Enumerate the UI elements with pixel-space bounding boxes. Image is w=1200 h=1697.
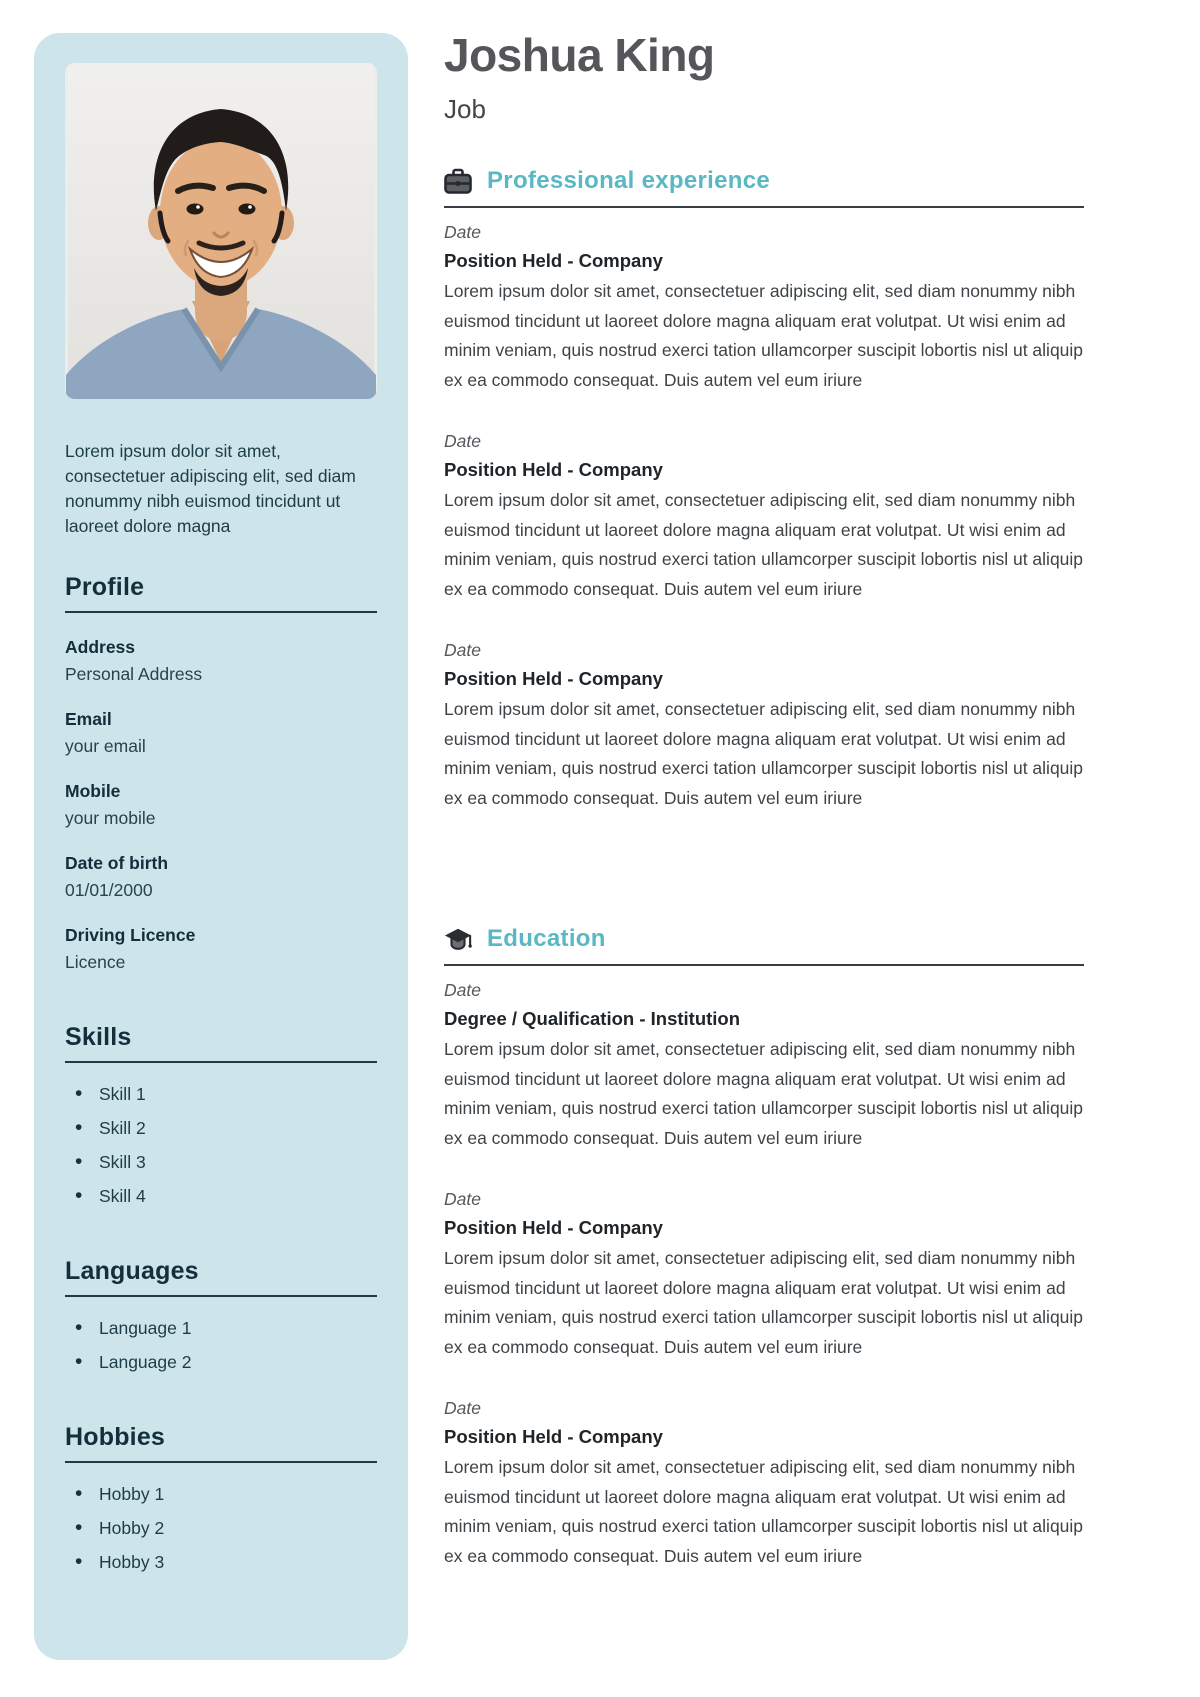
languages-list	[65, 1318, 377, 1373]
hobbies-section	[65, 1423, 377, 1573]
languages-section-title: Languages	[65, 1257, 199, 1285]
skills-section-title: Skills	[65, 1023, 132, 1051]
field-label: Driving Licence	[65, 925, 196, 945]
education-section	[444, 925, 1084, 1571]
sidebar	[34, 33, 408, 1660]
profile-field-email	[65, 709, 377, 757]
skills-list	[65, 1084, 377, 1207]
list-item: • Skill 1	[75, 1084, 377, 1105]
entry-title: Position Held - Company	[444, 1217, 663, 1238]
field-label: Date of birth	[65, 853, 169, 873]
experience-section-title: Professional experience	[487, 167, 771, 194]
languages-section	[65, 1257, 377, 1373]
field-value: Licence	[65, 952, 126, 972]
list-item: • Hobby 3	[75, 1552, 377, 1573]
profile-field-date-of-birth	[65, 853, 377, 901]
entry-title: Position Held - Company	[444, 1426, 663, 1447]
profile-field-address	[65, 637, 377, 685]
experience-entry	[444, 431, 1084, 604]
field-value: your mobile	[65, 808, 156, 828]
field-value: 01/01/2000	[65, 880, 153, 900]
field-value: your email	[65, 736, 146, 756]
entry-date: Date	[444, 431, 481, 451]
profile-field-mobile	[65, 781, 377, 829]
section-divider	[444, 964, 1084, 966]
field-label: Mobile	[65, 781, 121, 801]
list-item: • Skill 2	[75, 1118, 377, 1139]
entry-title: Position Held - Company	[444, 459, 663, 480]
section-divider	[65, 1295, 377, 1297]
profile-section-title: Profile	[65, 573, 145, 601]
section-divider	[444, 206, 1084, 208]
education-section-title: Education	[487, 925, 606, 952]
experience-section	[444, 167, 1084, 813]
main-column	[444, 0, 1084, 1571]
sidebar-intro-text: Lorem ipsum dolor sit amet, consectetuer adipiscing elit, sed diam nonummy nibh euismod tincidunt ut laoreet dolore magna	[65, 441, 356, 536]
entry-description: Lorem ipsum dolor sit amet, consectetuer adipiscing elit, sed diam nonummy nibh euismod tincidunt ut laoreet dolore magna aliquam erat volutpat. Ut wisi enim ad minim veniam, quis nostrud exerci tation ullamcorper suscipit lobortis nisl ut aliquip ex ea commodo consequat. Duis autem vel eum iriure	[444, 1248, 1084, 1357]
entry-title: Position Held - Company	[444, 250, 663, 271]
experience-entry	[444, 222, 1084, 395]
profile-field-driving-licence	[65, 925, 377, 973]
graduation-cap-icon	[444, 926, 472, 953]
candidate-name: Joshua King	[444, 29, 715, 81]
profile-photo	[65, 63, 377, 399]
entry-date: Date	[444, 222, 481, 242]
hobbies-section-title: Hobbies	[65, 1423, 166, 1451]
section-divider	[65, 1461, 377, 1463]
list-item: • Hobby 2	[75, 1518, 377, 1539]
skills-section	[65, 1023, 377, 1207]
field-value: Personal Address	[65, 664, 203, 684]
experience-section-header	[444, 167, 1084, 195]
list-item: • Language 2	[75, 1352, 377, 1373]
section-divider	[65, 1061, 377, 1063]
hobbies-list	[65, 1484, 377, 1573]
education-entry	[444, 980, 1084, 1153]
list-item: • Language 1	[75, 1318, 377, 1339]
entry-date: Date	[444, 640, 481, 660]
education-section-header	[444, 925, 1084, 953]
entry-title: Degree / Qualification - Institution	[444, 1008, 741, 1029]
list-item: • Skill 3	[75, 1152, 377, 1173]
entry-description: Lorem ipsum dolor sit amet, consectetuer adipiscing elit, sed diam nonummy nibh euismod tincidunt ut laoreet dolore magna aliquam erat volutpat. Ut wisi enim ad minim veniam, quis nostrud exerci tation ullamcorper suscipit lobortis nisl ut aliquip ex ea commodo consequat. Duis autem vel eum iriure	[444, 1457, 1084, 1566]
entry-date: Date	[444, 1189, 481, 1209]
candidate-job-title: Job	[444, 94, 486, 124]
profile-section	[65, 573, 377, 973]
field-label: Address	[65, 637, 136, 657]
entry-description: Lorem ipsum dolor sit amet, consectetuer adipiscing elit, sed diam nonummy nibh euismod tincidunt ut laoreet dolore magna aliquam erat volutpat. Ut wisi enim ad minim veniam, quis nostrud exerci tation ullamcorper suscipit lobortis nisl ut aliquip ex ea commodo consequat. Duis autem vel eum iriure	[444, 1039, 1084, 1148]
list-item: • Hobby 1	[75, 1484, 377, 1505]
entry-description: Lorem ipsum dolor sit amet, consectetuer adipiscing elit, sed diam nonummy nibh euismod tincidunt ut laoreet dolore magna aliquam erat volutpat. Ut wisi enim ad minim veniam, quis nostrud exerci tation ullamcorper suscipit lobortis nisl ut aliquip ex ea commodo consequat. Duis autem vel eum iriure	[444, 281, 1084, 390]
field-label: Email	[65, 709, 112, 729]
portrait-illustration	[65, 63, 377, 399]
education-entry	[444, 1189, 1084, 1362]
experience-entry	[444, 640, 1084, 813]
section-divider	[65, 611, 377, 613]
entry-description: Lorem ipsum dolor sit amet, consectetuer adipiscing elit, sed diam nonummy nibh euismod tincidunt ut laoreet dolore magna aliquam erat volutpat. Ut wisi enim ad minim veniam, quis nostrud exerci tation ullamcorper suscipit lobortis nisl ut aliquip ex ea commodo consequat. Duis autem vel eum iriure	[444, 490, 1084, 599]
entry-description: Lorem ipsum dolor sit amet, consectetuer adipiscing elit, sed diam nonummy nibh euismod tincidunt ut laoreet dolore magna aliquam erat volutpat. Ut wisi enim ad minim veniam, quis nostrud exerci tation ullamcorper suscipit lobortis nisl ut aliquip ex ea commodo consequat. Duis autem vel eum iriure	[444, 699, 1084, 808]
list-item: • Skill 4	[75, 1186, 377, 1207]
briefcase-icon	[444, 168, 472, 195]
education-entry	[444, 1398, 1084, 1571]
entry-date: Date	[444, 980, 481, 1000]
entry-date: Date	[444, 1398, 481, 1418]
entry-title: Position Held - Company	[444, 668, 663, 689]
